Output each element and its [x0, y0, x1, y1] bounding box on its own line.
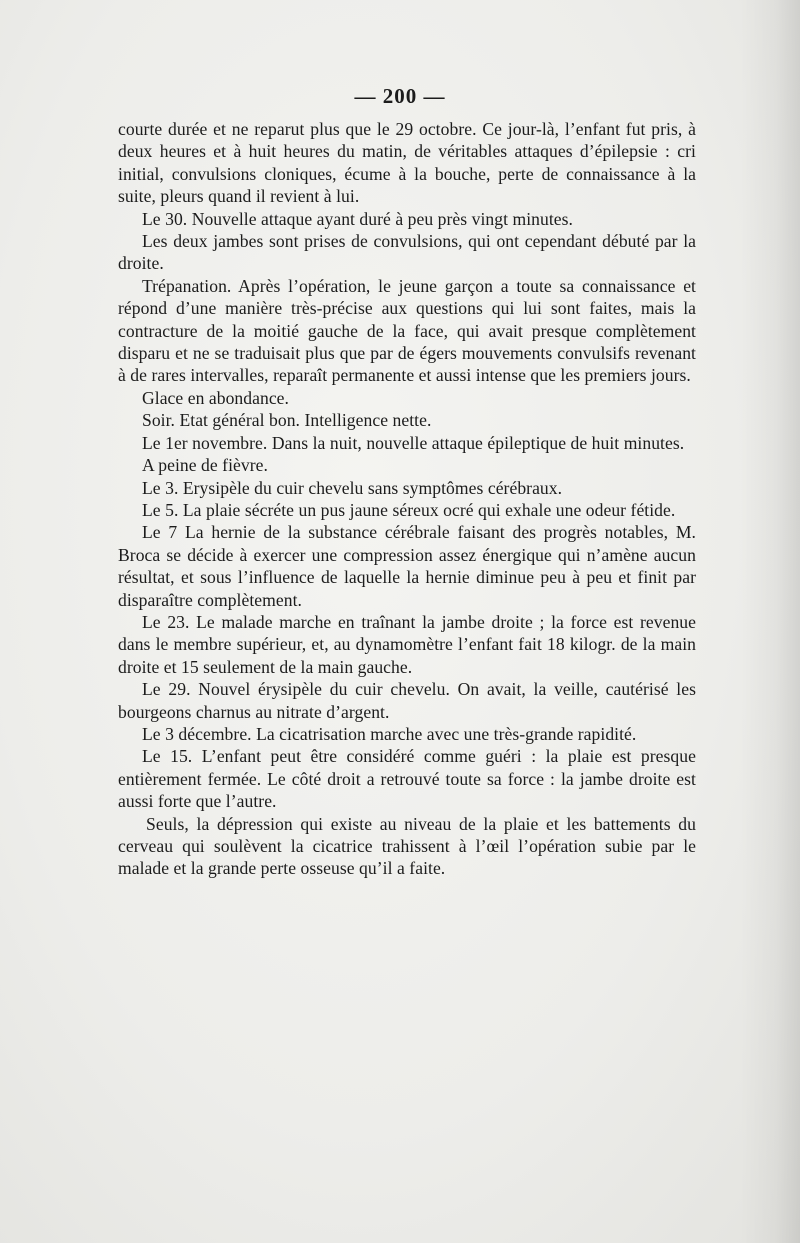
paragraph: A peine de fièvre.	[142, 455, 268, 476]
paragraph: Soir. Etat général bon. Intelligence nette.	[142, 410, 432, 431]
paragraph: Seuls, la dépression qui existe au niveau de la plaie et les battements du cerveau qui soulèvent la cicatrice trahissent à l’œil l’opération subie par le malade et la grande perte osseuse qu’il a faite.	[118, 813, 696, 879]
paragraph: Le 29. Nouvel érysipèle du cuir chevelu. On avait, la veille, cautérisé les bourgeons charnus au nitrate d’argent.	[118, 679, 696, 722]
paragraph: Le 30. Nouvelle attaque ayant duré à peu près vingt minutes.	[142, 208, 573, 229]
paragraph: Glace en abondance.	[142, 387, 289, 408]
body-text	[118, 118, 696, 880]
paragraph: Trépanation. Après l’opération, le jeune garçon a toute sa connaissance et répond d’une manière très-précise aux questions qui lui sont faites, mais la contracture de la moitié gauche de la face, qui avait presque complètement disparu et ne se traduisait plus que par de égers mouvements convulsifs revenant à de rares intervalles, reparaît permanente et aussi intense que les premiers jours.	[118, 275, 696, 386]
paragraph: Le 23. Le malade marche en traînant la jambe droite ; la force est revenue dans le membre supérieur, et, au dynamomètre l’enfant fait 18 kilogr. de la main droite et 15 seulement de la main gauche.	[118, 611, 696, 677]
paragraph: Le 5. La plaie sécréte un pus jaune séreux ocré qui exhale une odeur fétide.	[142, 499, 676, 520]
paragraph: courte durée et ne reparut plus que le 29 octobre. Ce jour-là, l’enfant fut pris, à deux heures et à huit heures du matin, de véritables attaques d’épilepsie : cri initial, convulsions cloniques, écume à la bouche, perte de connaissance à la suite, pleurs quand il revient à lui.	[118, 119, 696, 207]
page-number: — 200 —	[354, 84, 446, 108]
page-edge-shadow	[740, 0, 800, 1243]
paragraph: Le 7 La hernie de la substance cérébrale faisant des progrès notables, M. Broca se décide à exercer une compression assez énergique qui n’amène aucun résultat, et sous l’influence de laquelle la hernie diminue peu à peu et finit par disparaître complètement.	[118, 522, 696, 610]
paragraph: Le 3 décembre. La cicatrisation marche avec une très-grande rapidité.	[142, 723, 637, 744]
paragraph: Les deux jambes sont prises de convulsions, qui ont cependant débuté par la droite.	[118, 231, 696, 274]
paragraph: Le 3. Erysipèle du cuir chevelu sans symptômes cérébraux.	[142, 477, 563, 498]
paragraph: Le 15. L’enfant peut être considéré comme guéri : la plaie est presque entièrement fermée. Le côté droit a retrouvé toute sa force : la jambe droite est aussi forte que l’autre.	[118, 746, 696, 812]
paragraph: Le 1er novembre. Dans la nuit, nouvelle attaque épileptique de huit minutes.	[142, 432, 685, 453]
